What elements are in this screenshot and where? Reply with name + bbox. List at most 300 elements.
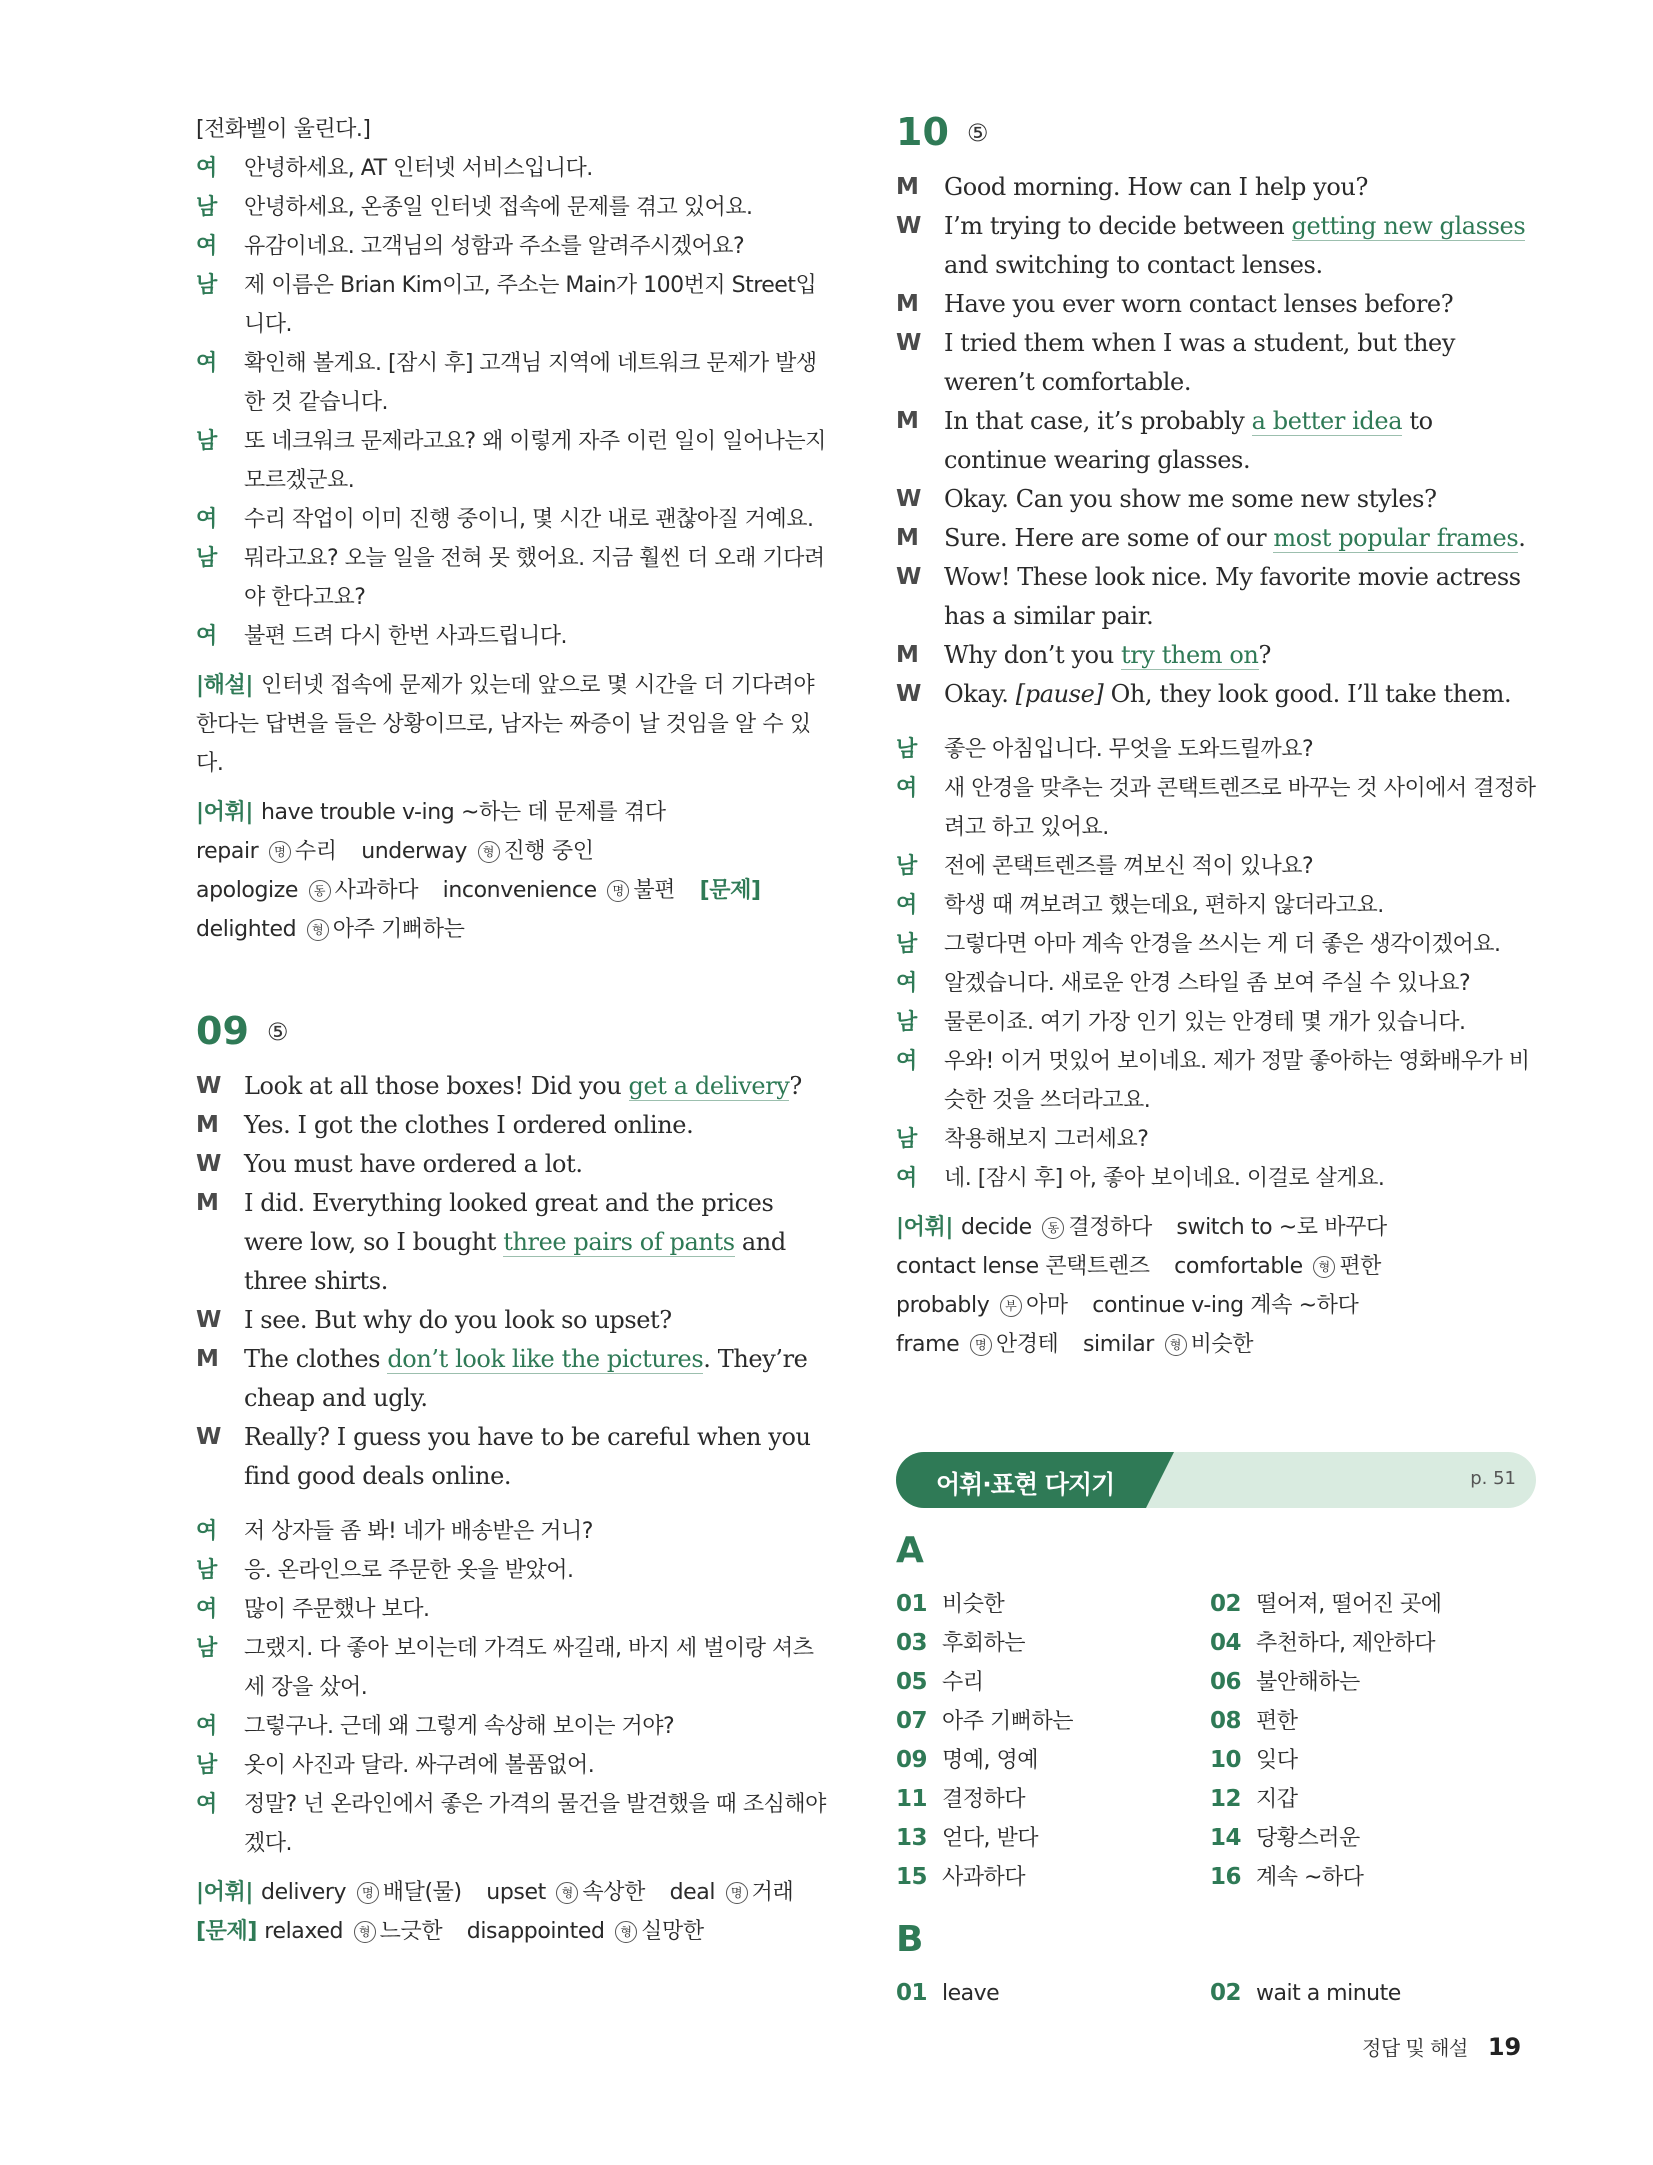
vocab-word: probably	[896, 1293, 990, 1318]
dialogue-line	[196, 1629, 836, 1707]
speaker-label: 여	[196, 507, 217, 532]
line-text: 착용해보지 그러세요?	[944, 1127, 1149, 1152]
answer-text: 명예, 영예	[942, 1748, 1038, 1773]
vocab-item	[1092, 1293, 1358, 1318]
answer-item	[1210, 1819, 1524, 1858]
line-text: I did. Everything looked great and the prices were low, so I bought	[244, 1189, 774, 1256]
vocab-word: have trouble v-ing	[261, 800, 455, 825]
dialogue-line	[196, 1785, 836, 1863]
speaker-label: 여	[896, 776, 917, 801]
page-reference: p. 51	[1470, 1468, 1516, 1489]
review-banner	[896, 1452, 1536, 1508]
answer-item	[1210, 1858, 1524, 1897]
line-text: Yes. I got the clothes I ordered online.	[244, 1111, 694, 1139]
review-sections	[896, 1530, 1536, 2013]
dialogue-line	[196, 1512, 836, 1551]
line-text: 그렇구나. 근데 왜 그렇게 속상해 보이는 거야?	[244, 1714, 675, 1739]
line-text: 그랬지. 다 좋아 보이는데 가격도 싸길래, 바지 세 벌이랑 셔츠 세 장을 샀어.	[244, 1636, 814, 1700]
answer-text: wait a minute	[1256, 1981, 1401, 2006]
vocab-word: frame	[896, 1332, 960, 1357]
dialogue-line	[196, 422, 836, 500]
line-text: Have you ever worn contact lenses before?	[944, 290, 1454, 318]
vocab-item	[261, 1880, 462, 1905]
explanation	[196, 666, 836, 783]
line-text: 물론이죠. 여기 가장 인기 있는 안경테 몇 개가 있습니다.	[944, 1010, 1466, 1035]
dialogue-line	[196, 344, 836, 422]
speaker-label: M	[196, 1190, 219, 1216]
line-text: [pause]	[1015, 680, 1104, 708]
speaker-label: 여	[196, 1792, 217, 1817]
speaker-label: 여	[896, 971, 917, 996]
answer-text: leave	[942, 1981, 1000, 2006]
line-text: 수리 작업이 이미 진행 중이니, 몇 시간 내로 괜찮아질 거예요.	[244, 507, 814, 532]
line-text: You must have ordered a lot.	[244, 1150, 583, 1178]
line-text: 안녕하세요, AT 인터넷 서비스입니다.	[244, 156, 593, 181]
vocab-item	[361, 839, 593, 864]
line-text: 우와! 이거 멋있어 보이네요. 제가 정말 좋아하는 영화배우가 비슷한 것을 쓰더라고요.	[944, 1049, 1530, 1113]
vocab-word: similar	[1083, 1332, 1154, 1357]
answer-number: 04	[1210, 1630, 1242, 1656]
dialogue-line	[196, 1106, 836, 1145]
dialogue-line	[196, 1418, 836, 1496]
footer-label: 정답 및 해설	[1362, 2036, 1468, 2060]
vocab-item	[196, 839, 337, 864]
speaker-label: M	[196, 1112, 219, 1138]
dialogue-intro: [전화벨이 울린다.]	[196, 117, 371, 142]
part-of-speech-badge: 형	[615, 1921, 637, 1943]
speaker-label: W	[896, 681, 921, 707]
speaker-label: 남	[196, 1636, 217, 1661]
vocab-meaning: 계속 ~하다	[1250, 1293, 1359, 1318]
answer-number: 03	[896, 1630, 928, 1656]
speaker-label: 여	[196, 624, 217, 649]
vocab-subtag-text: 문제	[205, 1919, 248, 1944]
vocab-word: delighted	[196, 917, 297, 942]
speaker-label: 남	[196, 429, 217, 454]
vocab-item	[443, 878, 675, 903]
answer-number: 14	[1210, 1825, 1242, 1851]
line-text: The clothes	[244, 1345, 388, 1373]
part-of-speech-badge: 명	[357, 1882, 379, 1904]
line-text: .	[1518, 524, 1526, 552]
speaker-label: M	[896, 408, 919, 434]
dialogue-line	[896, 207, 1536, 285]
vocab-item	[1176, 1215, 1386, 1240]
prev-korean-dialogue	[196, 149, 836, 656]
answer-text: 추천하다, 제안하다	[1256, 1631, 1436, 1656]
section-letter: A	[896, 1530, 924, 1571]
vocab-tag-text: 어휘	[903, 1215, 946, 1240]
speaker-label: M	[896, 525, 919, 551]
speaker-label: 여	[196, 1597, 217, 1622]
dialogue-line	[896, 480, 1536, 519]
dialogue-line	[896, 324, 1536, 402]
dialogue-line	[196, 1551, 836, 1590]
vocab-item	[896, 1254, 1150, 1279]
dialogue-line	[196, 1145, 836, 1184]
speaker-label: 여	[196, 1714, 217, 1739]
answer-item	[896, 1780, 1210, 1819]
english-dialogue-09	[196, 1067, 836, 1496]
line-text: 저 상자들 좀 봐! 네가 배송받은 거니?	[244, 1519, 593, 1544]
vocab-meaning: 배달(물)	[382, 1880, 462, 1905]
answer-text: 결정하다	[942, 1787, 1026, 1812]
question-answer: ⑤	[266, 1018, 289, 1046]
answer-number: 07	[896, 1708, 928, 1734]
vocab-word: decide	[961, 1215, 1032, 1240]
highlighted-phrase: try them on	[1120, 641, 1259, 669]
part-of-speech-badge: 형	[556, 1882, 578, 1904]
vocab-note-09	[196, 1873, 836, 1951]
prev-dialogue	[196, 110, 836, 656]
vocab-item	[1174, 1254, 1381, 1279]
dialogue-line	[896, 730, 1536, 769]
answer-text: 얻다, 받다	[942, 1826, 1038, 1851]
vocab-subtag: [문제]	[699, 878, 761, 903]
vocab-meaning: 안경테	[995, 1332, 1059, 1357]
left-column	[196, 110, 836, 1951]
vocab-word: delivery	[261, 1880, 347, 1905]
line-text: Sure. Here are some of our	[944, 524, 1274, 552]
part-of-speech-badge: 형	[478, 841, 500, 863]
answer-number: 15	[896, 1864, 928, 1890]
vocab-item	[961, 1215, 1152, 1240]
speaker-label: W	[896, 213, 921, 239]
line-text: 정말? 넌 온라인에서 좋은 가격의 물건을 발견했을 때 조심해야겠다.	[244, 1792, 826, 1856]
part-of-speech-badge: 명	[726, 1882, 748, 1904]
line-text: 많이 주문했나 보다.	[244, 1597, 430, 1622]
speaker-label: 여	[896, 893, 917, 918]
answer-number: 12	[1210, 1786, 1242, 1812]
answer-text: 잊다	[1256, 1748, 1298, 1773]
highlighted-phrase: get a delivery	[628, 1072, 790, 1100]
answer-number: 11	[896, 1786, 928, 1812]
vocab-item	[1083, 1332, 1253, 1357]
answer-item	[896, 1819, 1210, 1858]
vocab-subtag: [문제]	[196, 1919, 265, 1944]
line-text: 확인해 볼게요. [잠시 후] 고객님 지역에 네트워크 문제가 발생한 것 같습니다.	[244, 351, 817, 415]
answer-item	[1210, 1741, 1524, 1780]
speaker-label: W	[196, 1307, 221, 1333]
speaker-label: 남	[196, 273, 217, 298]
line-text: ?	[789, 1072, 802, 1100]
speaker-label: M	[896, 291, 919, 317]
vocab-meaning: 불편	[633, 878, 676, 903]
vocab-meaning: 느긋한	[379, 1919, 443, 1944]
line-text: Look at all those boxes! Did you	[244, 1072, 629, 1100]
answer-number: 01	[896, 1591, 928, 1617]
answer-number: 02	[1210, 1980, 1242, 2006]
line-text: In that case, it’s probably	[944, 407, 1252, 435]
answer-text: 지갑	[1256, 1787, 1298, 1812]
dialogue-line	[896, 519, 1536, 558]
banner-title: 어휘·표현 다지기	[936, 1470, 1115, 1499]
question-09-header	[196, 1009, 836, 1057]
line-text: 불편 드려 다시 한번 사과드립니다.	[244, 624, 567, 649]
dialogue-line	[196, 500, 836, 539]
speaker-label: W	[896, 486, 921, 512]
line-text: Okay. Can you show me some new styles?	[944, 485, 1437, 513]
vocab-meaning: 사과하다	[334, 878, 419, 903]
dialogue-line	[196, 1184, 836, 1301]
vocab-meaning: ~로 바꾸다	[1278, 1215, 1387, 1240]
vocab-meaning: 수리	[294, 839, 337, 864]
part-of-speech-badge: 형	[354, 1921, 376, 1943]
vocab-meaning: 결정하다	[1068, 1215, 1152, 1240]
question-answer: ⑤	[966, 119, 989, 147]
vocab-item	[467, 1919, 704, 1944]
vocab-word: inconvenience	[442, 878, 597, 903]
speaker-label: 여	[196, 351, 217, 376]
dialogue-line	[896, 1003, 1536, 1042]
part-of-speech-badge: 명	[970, 1334, 992, 1356]
dialogue-line	[196, 1340, 836, 1418]
page-number: 19	[1487, 2033, 1522, 2061]
speaker-label: W	[196, 1424, 221, 1450]
line-text: to continue wearing glasses.	[944, 407, 1433, 474]
line-text: I see. But why do you look so upset?	[244, 1306, 672, 1334]
part-of-speech-badge: 동	[309, 880, 331, 902]
speaker-label: M	[896, 642, 919, 668]
line-text: 전에 콘택트렌즈를 껴보신 적이 있나요?	[944, 854, 1314, 879]
dialogue-line	[896, 886, 1536, 925]
explanation-tag: |해설|	[196, 673, 253, 698]
line-text: 응. 온라인으로 주문한 옷을 받았어.	[244, 1558, 574, 1583]
answer-item	[896, 1741, 1210, 1780]
dialogue-line	[196, 1067, 836, 1106]
vocab-meaning: 거래	[751, 1880, 794, 1905]
line-text: Oh, they look good. I’ll take them.	[1103, 680, 1512, 708]
speaker-label: 남	[196, 1753, 217, 1778]
vocab-word: continue v-ing	[1092, 1293, 1244, 1318]
line-text: I’m trying to decide between	[944, 212, 1292, 240]
speaker-label: M	[896, 174, 919, 200]
vocab-item	[670, 1880, 794, 1905]
highlighted-phrase: three pairs of pants	[503, 1228, 735, 1256]
vocab-meaning: 콘택트렌즈	[1045, 1254, 1150, 1279]
line-text: 유감이네요. 고객님의 성함과 주소를 알려주시겠어요?	[244, 234, 745, 259]
speaker-label: 여	[196, 1519, 217, 1544]
speaker-label: 남	[896, 1127, 917, 1152]
line-text: Okay.	[944, 680, 1016, 708]
answer-text: 편한	[1256, 1709, 1298, 1734]
answer-text: 불안해하는	[1256, 1670, 1360, 1695]
vocab-tag-text: 어휘	[203, 1880, 246, 1905]
vocab-meaning: ~하는 데 문제를 겪다	[460, 800, 666, 825]
vocab-word: relaxed	[264, 1919, 344, 1944]
right-column	[896, 110, 1536, 2013]
korean-dialogue-10	[896, 730, 1536, 1198]
line-text: 뭐라고요? 오늘 일을 전혀 못 했어요. 지금 훨씬 더 오래 기다려야 한다고요?	[244, 546, 825, 610]
section-letter: B	[896, 1919, 924, 1960]
page-footer	[1362, 2032, 1521, 2061]
vocab-item	[486, 1880, 645, 1905]
answer-item	[1210, 1780, 1524, 1819]
vocab-word: switch to	[1176, 1215, 1273, 1240]
answer-item	[1210, 1624, 1524, 1663]
question-number: 09	[196, 1009, 249, 1053]
line-text: 그렇다면 아마 계속 안경을 쓰시는 게 더 좋은 생각이겠어요.	[944, 932, 1501, 957]
english-dialogue-10	[896, 168, 1536, 714]
vocab-word: repair	[196, 839, 259, 864]
dialogue-line	[896, 1042, 1536, 1120]
line-text: 새 안경을 맞추는 것과 콘택트렌즈로 바꾸는 것 사이에서 결정하려고 하고 있어요.	[944, 776, 1536, 840]
answer-number: 02	[1210, 1591, 1242, 1617]
vocab-tag: |어휘|	[196, 800, 253, 825]
line-text: Why don’t you	[944, 641, 1121, 669]
dialogue-line	[896, 402, 1536, 480]
line-text: I tried them when I was a student, but they weren’t comfortable.	[944, 329, 1456, 396]
dialogue-line	[896, 964, 1536, 1003]
answer-number: 05	[896, 1669, 928, 1695]
part-of-speech-badge: 명	[269, 841, 291, 863]
answer-number: 09	[896, 1747, 928, 1773]
vocab-tag: |어휘|	[196, 1880, 253, 1905]
vocab-word: comfortable	[1174, 1254, 1303, 1279]
speaker-label: W	[896, 564, 921, 590]
vocab-word: upset	[486, 1880, 546, 1905]
highlighted-phrase: getting new glasses	[1291, 212, 1526, 240]
dialogue-line	[196, 1590, 836, 1629]
speaker-label: 여	[896, 1166, 917, 1191]
vocab-meaning: 편한	[1339, 1254, 1382, 1279]
line-text: 알겠습니다. 새로운 안경 스타일 좀 보여 주실 수 있나요?	[944, 971, 1471, 996]
line-text: and switching to contact lenses.	[944, 251, 1323, 279]
dialogue-line	[896, 847, 1536, 886]
speaker-label: 남	[896, 737, 917, 762]
dialogue-line	[896, 769, 1536, 847]
answer-grid	[896, 1974, 1536, 2013]
vocab-meaning: 비슷한	[1190, 1332, 1254, 1357]
answer-item	[1210, 1702, 1524, 1741]
vocab-tag-text: 어휘	[203, 800, 246, 825]
line-text: 네. [잠시 후] 아, 좋아 보이네요. 이걸로 살게요.	[944, 1166, 1385, 1191]
answer-item	[896, 1624, 1210, 1663]
speaker-label: 여	[896, 1049, 917, 1074]
vocab-item	[896, 1293, 1068, 1318]
speaker-label: 남	[196, 546, 217, 571]
dialogue-line	[896, 168, 1536, 207]
dialogue-line	[196, 1746, 836, 1785]
answer-number: 08	[1210, 1708, 1242, 1734]
vocab-word: contact lense	[896, 1254, 1039, 1279]
answer-text: 아주 기뻐하는	[942, 1709, 1074, 1734]
dialogue-line	[196, 617, 836, 656]
answer-text: 떨어져, 떨어진 곳에	[1256, 1592, 1442, 1617]
answer-text: 수리	[942, 1670, 984, 1695]
part-of-speech-badge: 형	[1313, 1256, 1335, 1278]
vocab-meaning: 속상한	[582, 1880, 645, 1905]
line-text: Wow! These look nice. My favorite movie actress has a similar pair.	[944, 563, 1521, 630]
question-10-header	[896, 110, 1536, 158]
line-text: 안녕하세요, 온종일 인터넷 접속에 문제를 겪고 있어요.	[244, 195, 753, 220]
part-of-speech-badge: 동	[1042, 1217, 1064, 1239]
answer-grid	[896, 1585, 1536, 1897]
dialogue-line	[896, 636, 1536, 675]
speaker-label: 남	[896, 932, 917, 957]
answer-item	[896, 1858, 1210, 1897]
answer-text: 비슷한	[942, 1592, 1005, 1617]
answer-item	[1210, 1585, 1524, 1624]
vocab-word: apologize	[196, 878, 299, 903]
vocab-item	[264, 1919, 442, 1944]
answer-text: 계속 ~하다	[1256, 1865, 1364, 1890]
line-text: . They’re cheap and ugly.	[244, 1345, 808, 1412]
dialogue-line	[196, 1707, 836, 1746]
line-text: Really? I guess you have to be careful when you find good deals online.	[244, 1423, 811, 1490]
dialogue-line	[896, 675, 1536, 714]
answer-text: 당황스러운	[1256, 1826, 1360, 1851]
answer-item	[1210, 1974, 1524, 2013]
answer-text: 후회하는	[942, 1631, 1026, 1656]
line-text: and three shirts.	[244, 1228, 786, 1295]
explanation-text: 인터넷 접속에 문제가 있는데 앞으로 몇 시간을 더 기다려야 한다는 답변을 들은 상황이므로, 남자는 짜증이 날 것임을 알 수 있다.	[196, 673, 815, 776]
dialogue-line	[196, 227, 836, 266]
speaker-label: 여	[196, 156, 217, 181]
speaker-label: 여	[196, 234, 217, 259]
vocab-word: disappointed	[466, 1919, 605, 1944]
vocab-note-prev	[196, 793, 836, 949]
answer-number: 01	[896, 1980, 928, 2006]
speaker-label: 남	[896, 854, 917, 879]
vocab-word: underway	[361, 839, 467, 864]
vocab-item	[261, 800, 666, 825]
highlighted-phrase: most popular frames	[1273, 524, 1519, 552]
dialogue-line	[196, 1301, 836, 1340]
dialogue-line	[896, 285, 1536, 324]
answer-text: 사과하다	[942, 1865, 1026, 1890]
answer-item	[896, 1702, 1210, 1741]
vocab-subtag-text: 문제	[709, 878, 752, 903]
answer-number: 16	[1210, 1864, 1242, 1890]
line-text: 제 이름은 Brian Kim이고, 주소는 Main가 100번지 Street입니다.	[244, 273, 817, 337]
vocab-note-10	[896, 1208, 1536, 1364]
vocab-item	[896, 1332, 1058, 1357]
part-of-speech-badge: 명	[607, 880, 629, 902]
answer-number: 13	[896, 1825, 928, 1851]
line-text: 옷이 사진과 달라. 싸구려에 볼품없어.	[244, 1753, 595, 1778]
vocab-tag: |어휘|	[896, 1215, 953, 1240]
vocab-item	[196, 917, 464, 942]
highlighted-phrase: a better idea	[1251, 407, 1403, 435]
vocab-meaning: 아주 기뻐하는	[332, 917, 465, 942]
dialogue-line	[896, 1159, 1536, 1198]
speaker-label: 남	[196, 195, 217, 220]
answer-number: 06	[1210, 1669, 1242, 1695]
line-text: 학생 때 껴보려고 했는데요, 편하지 않더라고요.	[944, 893, 1384, 918]
answer-item	[896, 1663, 1210, 1702]
question-number: 10	[896, 110, 949, 154]
speaker-label: W	[196, 1151, 221, 1177]
speaker-label: M	[196, 1346, 219, 1372]
vocab-meaning: 진행 중인	[503, 839, 594, 864]
vocab-meaning: 실망한	[641, 1919, 704, 1944]
line-text: 또 네크워크 문제라고요? 왜 이렇게 자주 이런 일이 일어나는지 모르겠군요.	[244, 429, 826, 493]
highlighted-phrase: don’t look like the pictures	[387, 1345, 704, 1373]
vocab-item	[196, 878, 418, 903]
dialogue-line	[196, 188, 836, 227]
dialogue-line	[196, 539, 836, 617]
answer-item	[896, 1974, 1210, 2013]
dialogue-line	[196, 266, 836, 344]
speaker-label: W	[896, 330, 921, 356]
part-of-speech-badge: 형	[1165, 1334, 1187, 1356]
speaker-label: 남	[196, 1558, 217, 1583]
part-of-speech-badge: 부	[1000, 1295, 1022, 1317]
line-text: ?	[1258, 641, 1271, 669]
answer-item	[1210, 1663, 1524, 1702]
answer-number: 10	[1210, 1747, 1242, 1773]
